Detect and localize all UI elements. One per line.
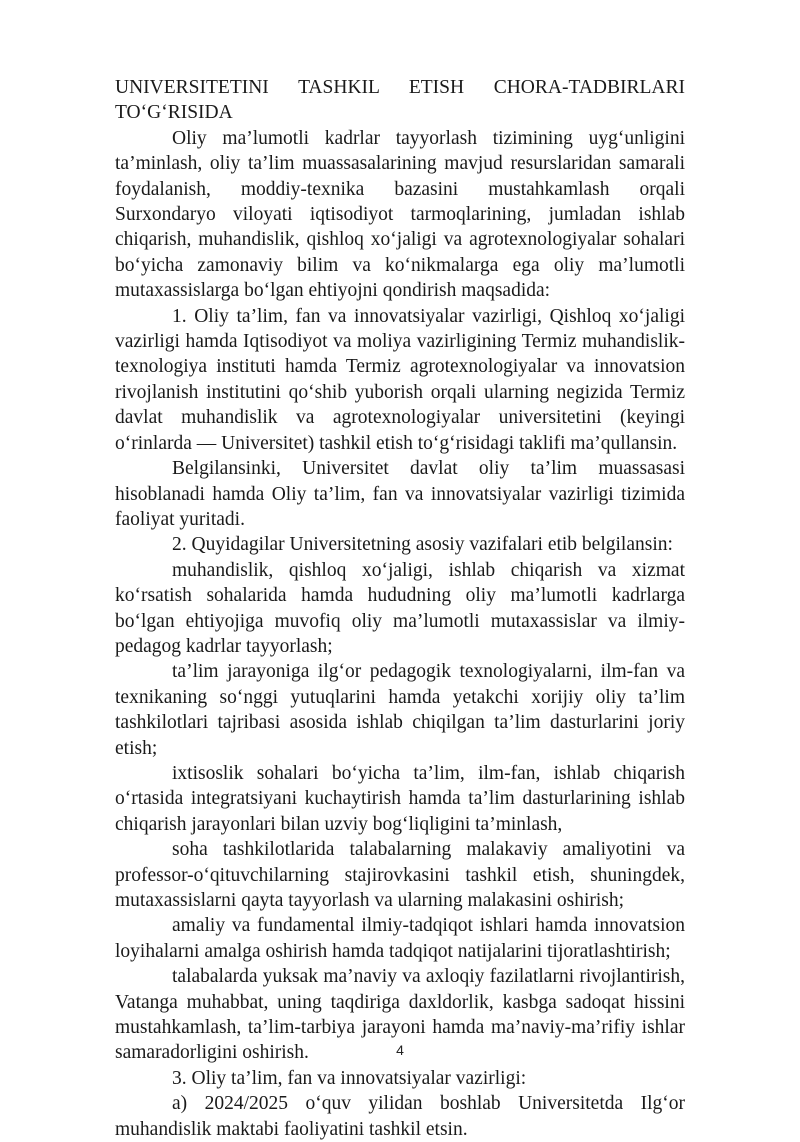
paragraph-task-3: ixtisoslik sohalari bo‘yicha ta’lim, ilm-fan, ishlab chiqarish o‘rtasida integratsiyani kuchaytirish hamda ta’lim dasturlarining ishlab chiqarish jarayonlari bilan uzviy bog‘liqligini ta’minlash, <box>115 762 685 835</box>
paragraph-item-3a: a) 2024/2025 o‘quv yilidan boshlab Universitetda Ilg‘or muhandislik maktabi faoliyatini tashkil etsin. <box>115 1093 685 1140</box>
paragraph-task-2: ta’lim jarayoniga ilg‘or pedagogik texnologiyalarni, ilm-fan va texnikaning so‘nggi yutuqlarini hamda yetakchi xorijiy oliy ta’lim tashkilotlari tajribasi asosida ishlab chiqilgan ta’lim dasturlarini joriy etish; <box>115 661 685 759</box>
paragraph-task-5: amaliy va fundamental ilmiy-tadqiqot ishlari hamda innovatsion loyihalarni amalga oshirish hamda tadqiqot natijalarini tijoratlashtirish; <box>115 915 685 962</box>
document-title-line-2: TO‘G‘RISIDA <box>115 102 233 124</box>
paragraph-item-1: 1. Oliy ta’lim, fan va innovatsiyalar vazirligi, Qishloq xo‘jaligi vazirligi hamda Iqtisodiyot va moliya vazirligining Termiz muhandislik-texnologiya instituti hamda Termiz agrotexnologiyalar va innovatsion rivojlanish institutini qo‘shib yuborish orqali ularning negizida Termiz davlat muhandislik va agrotexnologiyalar universitetini (keyingi o‘rinlarda — Universitet) tashkil etish to‘g‘risidagi taklifi ma’qullansin. <box>115 305 685 454</box>
paragraph-item-3: 3. Oliy ta’lim, fan va innovatsiyalar vazirligi: <box>172 1067 527 1089</box>
paragraph-item-2: 2. Quyidagilar Universitetning asosiy vazifalari etib belgilansin: <box>172 534 673 556</box>
paragraph-task-4: soha tashkilotlarida talabalarning malakaviy amaliyotini va professor-o‘qituvchilarning stajirovkasini tashkil etish, shuningdek, mutaxassislarni qayta tayyorlash va ularning malakasini oshirish; <box>115 839 685 911</box>
paragraph-preamble: Oliy ma’lumotli kadrlar tayyorlash tizimining uyg‘unligini ta’minlash, oliy ta’lim muassasalarining mavjud resurslaridan samarali foydalanish, moddiy-texnika bazasini mustahkamlash orqali Surxondaryo viloyati iqtisodiyot tarmoqlarining, jumladan ishlab chiqarish, muhandislik, qishloq xo‘jaligi va agrotexnologiyalar sohalari bo‘yicha zamonaviy bilim va ko‘nikmalarga ega oliy ma’lumotli mutaxassislarga bo‘lgan ehtiyojni qondirish maqsadida: <box>115 127 685 302</box>
document-body <box>115 75 685 1142</box>
paragraph-task-1: muhandislik, qishloq xo‘jaligi, ishlab chiqarish va xizmat ko‘rsatish sohalarida hamda hududning oliy ma’lumotli kadrlarga bo‘lgan ehtiyojiga muvofiq oliy ma’lumotli mutaxassislar va ilmiy-pedagog kadrlar tayyorlash; <box>115 559 685 657</box>
paragraph-task-6: talabalarda yuksak ma’naviy va axloqiy fazilatlarni rivojlantirish, Vatanga muhabbat, uning taqdiriga daxldorlik, kasbga sadoqat hissini mustahkamlash, ta’lim-tarbiya jarayoni hamda ma’naviy-ma’rifiy ishlar samaradorligini oshirish. <box>115 966 685 1064</box>
page-number: 4 <box>396 1042 404 1058</box>
document-title-line-1: UNIVERSITETINI TASHKIL ETISH CHORA-TADBIRLARI <box>115 77 685 98</box>
paragraph-status: Belgilansinki, Universitet davlat oliy ta’lim muassasasi hisoblanadi hamda Oliy ta’lim, fan va innovatsiyalar vazirligi tizimida faoliyat yuritadi. <box>115 458 685 530</box>
